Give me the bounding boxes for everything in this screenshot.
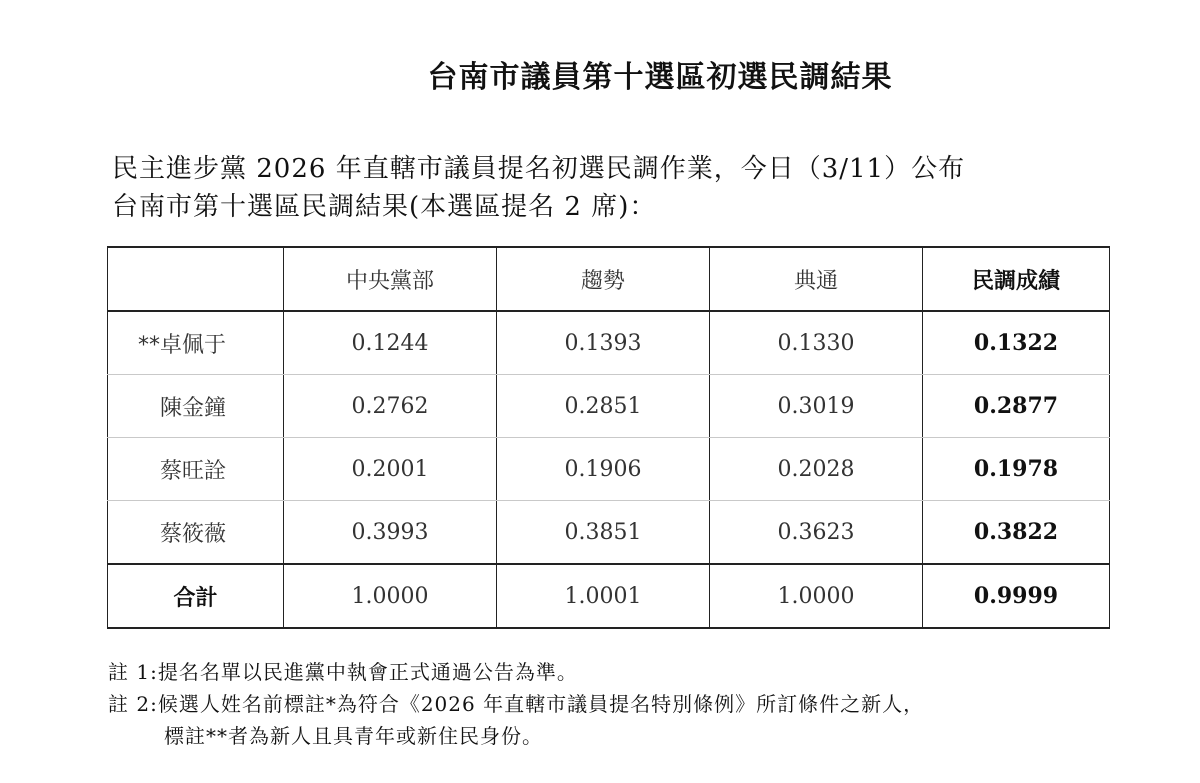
poll-score-total: 0.9999 (923, 564, 1110, 628)
poll-score-value: 0.1978 (923, 438, 1110, 501)
party-hq-value: 0.2762 (284, 375, 497, 438)
intro-line-2: 台南市第十選區民調結果(本選區提名 2 席)： (112, 192, 657, 222)
diantong-value: 0.3623 (710, 501, 923, 565)
trend-value: 0.2851 (497, 375, 710, 438)
trend-value: 0.3851 (497, 501, 710, 565)
diantong-value: 0.2028 (710, 438, 923, 501)
poll-score-value: 0.2877 (923, 375, 1110, 438)
candidate-name: **卓佩于 (108, 311, 284, 375)
poll-results-table (107, 246, 1110, 629)
party-hq-value: 0.3993 (284, 501, 497, 565)
poll-score-value: 0.3822 (923, 501, 1110, 565)
party-hq-value: 0.1244 (284, 311, 497, 375)
total-row (108, 564, 1110, 628)
table-header-row (108, 247, 1110, 311)
candidate-name: 陳金鐘 (108, 375, 284, 438)
table-row (108, 375, 1110, 438)
party-hq-total: 1.0000 (284, 564, 497, 628)
note-2: 註 2:候選人姓名前標註*為符合《2026 年直轄市議員提名特別條例》所訂條件之新人， (108, 692, 925, 716)
diantong-total: 1.0000 (710, 564, 923, 628)
candidate-name: 蔡筱薇 (108, 501, 284, 565)
header-party-hq: 中央黨部 (284, 247, 497, 311)
note-2-continued: 標註**者為新人且具青年或新住民身份。 (164, 724, 543, 748)
diantong-value: 0.3019 (710, 375, 923, 438)
diantong-value: 0.1330 (710, 311, 923, 375)
table-row (108, 438, 1110, 501)
candidate-name: 蔡旺詮 (108, 438, 284, 501)
footnotes (108, 656, 924, 752)
note-1: 註 1:提名名單以民進黨中執會正式通過公告為準。 (108, 660, 578, 684)
poll-score-value: 0.1322 (923, 311, 1110, 375)
party-hq-value: 0.2001 (284, 438, 497, 501)
trend-total: 1.0001 (497, 564, 710, 628)
trend-value: 0.1393 (497, 311, 710, 375)
header-trend: 趨勢 (497, 247, 710, 311)
page-title: 台南市議員第十選區初選民調結果 (427, 60, 893, 95)
table-row (108, 501, 1110, 565)
total-label: 合計 (108, 564, 284, 628)
intro-paragraph (112, 150, 965, 226)
header-diantong: 典通 (710, 247, 923, 311)
header-empty (108, 247, 284, 311)
header-poll-score: 民調成績 (923, 247, 1110, 311)
table-row (108, 311, 1110, 375)
trend-value: 0.1906 (497, 438, 710, 501)
intro-line-1: 民主進步黨 2026 年直轄市議員提名初選民調作業，今日（3/11）公布 (112, 154, 966, 184)
